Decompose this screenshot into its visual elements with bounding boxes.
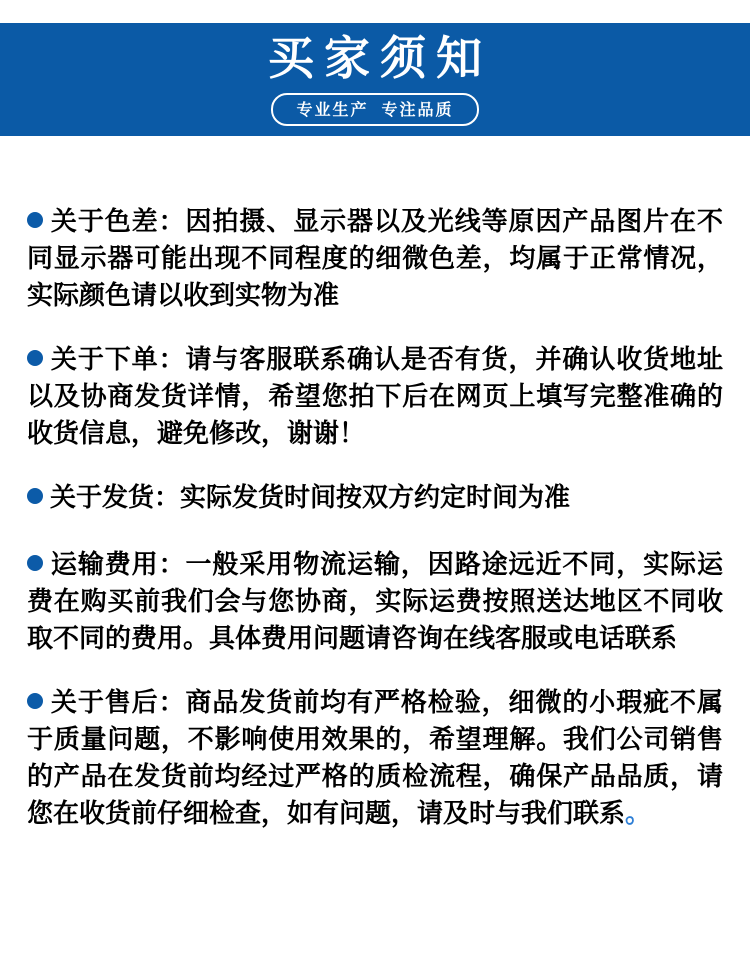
notice-list <box>0 136 750 832</box>
notice-shipping <box>27 479 723 516</box>
bullet-icon <box>27 350 43 366</box>
notice-heading: 关于色差： <box>50 206 186 236</box>
notice-body: 因拍摄、显示器以及光线等原因产品图片在不同显示器可能出现不同程度的细微色差，均属于正常情况，实际颜色请以收到实物为准 <box>27 206 723 310</box>
bullet-icon <box>27 212 43 228</box>
notice-heading: 关于下单： <box>50 344 186 374</box>
tagline-badge: 专业生产 专注品质 <box>271 93 480 126</box>
notice-body: 实际发货时间按双方约定时间为准 <box>180 482 571 512</box>
notice-heading: 关于售后： <box>50 687 186 717</box>
notice-color-difference <box>27 203 723 314</box>
bullet-icon <box>27 555 43 571</box>
notice-heading: 运输费用： <box>50 549 186 579</box>
notice-ordering <box>27 341 723 452</box>
bullet-icon <box>27 693 43 709</box>
bullet-icon <box>27 488 43 504</box>
notice-body: 商品发货前均有严格检验，细微的小瑕疵不属于质量问题，不影响使用效果的，希望理解。我们公司销售的产品在发货前均经过严格的质检流程，确保产品品质，请您在收货前仔细检查，如有问题，请及时与我们联系 <box>27 687 723 828</box>
notice-freight-cost <box>27 546 723 657</box>
page-title: 买家须知 <box>268 32 492 85</box>
notice-heading: 关于发货： <box>50 482 181 512</box>
notice-suffix: 。 <box>625 798 652 828</box>
notice-body: 一般采用物流运输，因路途远近不同，实际运费在购买前我们会与您协商，实际运费按照送达地区不同收取不同的费用。具体费用问题请咨询在线客服或电话联系 <box>27 549 723 653</box>
notice-after-sales <box>27 684 723 832</box>
header-banner <box>0 23 750 136</box>
notice-body: 请与客服联系确认是否有货，并确认收货地址以及协商发货详情，希望您拍下后在网页上填写完整准确的收货信息，避免修改，谢谢！ <box>27 344 723 448</box>
